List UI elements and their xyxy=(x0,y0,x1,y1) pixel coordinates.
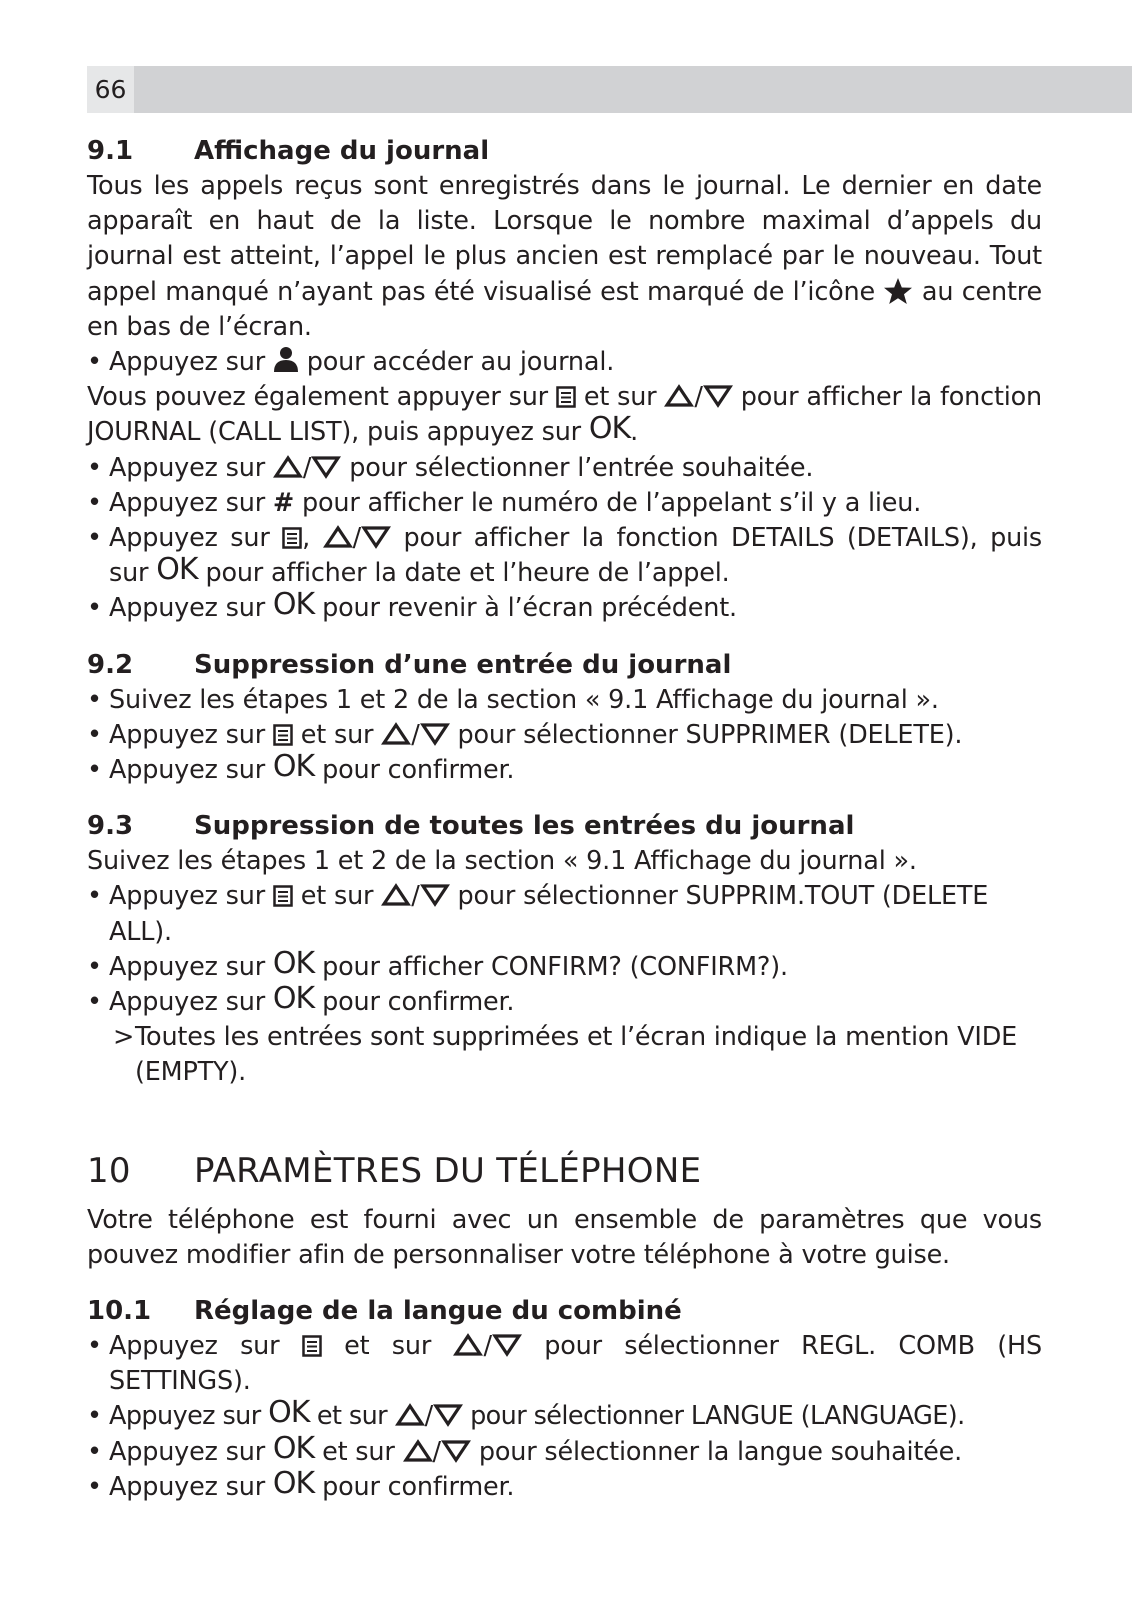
bullet: • xyxy=(87,987,102,1018)
text: Appuyez sur xyxy=(109,951,265,982)
result-item xyxy=(87,1020,1042,1090)
bullet: • xyxy=(87,347,102,378)
text: Appuyez sur xyxy=(109,881,265,912)
ok-key-label: OK xyxy=(156,552,198,588)
ok-key-label: OK xyxy=(272,749,315,785)
down-arrow-icon xyxy=(441,1439,471,1463)
list-item xyxy=(87,1395,1042,1434)
up-arrow-icon xyxy=(273,455,303,479)
up-arrow-icon xyxy=(323,525,353,549)
up-arrow-icon xyxy=(664,384,694,408)
text: pour afficher la fonction JOURNAL (CALL LIST), puis appuyez sur xyxy=(87,382,1042,448)
ok-key-label: OK xyxy=(272,981,315,1017)
text: Appuyez sur xyxy=(109,1436,265,1467)
text: pour afficher CONFIRM? (CONFIRM?). xyxy=(322,951,788,982)
menu-key-icon xyxy=(273,724,293,746)
list-item xyxy=(87,1465,1042,1505)
bullet: • xyxy=(87,1471,102,1502)
list-item xyxy=(87,486,1042,521)
bullet: • xyxy=(87,755,102,786)
slash: / xyxy=(302,452,312,483)
text: pour sélectionner SUPPRIMER (DELETE). xyxy=(457,719,963,750)
text: pour sélectionner la langue souhaitée. xyxy=(478,1436,963,1467)
text: . xyxy=(630,417,639,448)
section-number: 9.2 xyxy=(87,649,134,680)
bullet: • xyxy=(87,881,102,912)
ok-key-label: OK xyxy=(272,587,315,623)
list-item xyxy=(87,587,1042,626)
text: pour afficher le numéro de l’appelant s’il y a lieu. xyxy=(301,487,922,518)
chapter-number: 10 xyxy=(87,1150,131,1191)
bullet: • xyxy=(87,684,102,715)
up-arrow-icon xyxy=(453,1333,483,1357)
ok-key-label: OK xyxy=(272,1430,315,1466)
text: Appuyez sur xyxy=(109,1401,261,1432)
bullet: • xyxy=(87,593,102,624)
text: Toutes les entrées sont supprimées et l’écran indique la mention VIDE (EMPTY). xyxy=(135,1022,1018,1088)
section-heading-9-2 xyxy=(87,647,1042,683)
text: pour sélectionner l’entrée souhaitée. xyxy=(349,452,814,483)
hash-key-label: # xyxy=(272,487,295,518)
section-heading-9-3 xyxy=(87,808,1042,844)
slash: / xyxy=(411,719,420,750)
text: pour afficher la date et l’heure de l’appel. xyxy=(205,558,730,589)
slash: / xyxy=(352,523,361,554)
text: Vous pouvez également appuyer sur xyxy=(87,382,548,413)
text: Appuyez sur xyxy=(109,755,265,786)
page-content xyxy=(87,133,1042,1505)
text: pour accéder au journal. xyxy=(306,347,615,378)
text: Appuyez sur xyxy=(109,1331,280,1362)
menu-key-icon xyxy=(282,527,302,549)
down-arrow-icon xyxy=(311,455,341,479)
text: Appuyez sur xyxy=(109,1471,265,1502)
bullet: • xyxy=(87,487,102,518)
list-item xyxy=(87,718,1042,753)
bullet: • xyxy=(87,719,102,750)
text: et sur xyxy=(583,382,657,413)
up-arrow-icon xyxy=(403,1439,433,1463)
down-arrow-icon xyxy=(703,384,733,408)
text: pour sélectionner REGL. COMB (HS SETTINGS). xyxy=(109,1331,1043,1397)
text: Appuyez sur xyxy=(109,593,265,624)
list-item xyxy=(87,879,1042,949)
down-arrow-icon xyxy=(420,722,450,746)
section-heading-9-1 xyxy=(87,133,1042,169)
list-item xyxy=(87,1430,1042,1470)
list-item xyxy=(87,683,1042,718)
text: au centre en bas de l’écran. xyxy=(87,276,1043,342)
text: et sur xyxy=(300,719,374,750)
section-title: Suppression de toutes les entrées du journal xyxy=(194,811,855,842)
result-marker: > xyxy=(113,1022,135,1053)
ok-key-label: OK xyxy=(588,411,631,447)
slash: / xyxy=(411,881,420,912)
text: , xyxy=(302,523,311,554)
bullet: • xyxy=(87,1436,102,1467)
text: Tous les appels reçus sont enregistrés dans le journal. Le dernier en date apparaît en haut de la liste. Lorsque le nombre maximal d’appels du journal est atteint, l’appel le plus ancien est remplacé par le nouveau. Tout appel manqué n’ayant pas été visualisé est marqué de l’icône xyxy=(87,171,1042,307)
text: Appuyez sur xyxy=(109,719,265,750)
list-item xyxy=(87,981,1042,1020)
ok-key-label: OK xyxy=(272,945,315,981)
list-item xyxy=(87,345,1042,380)
person-icon xyxy=(273,346,299,372)
slash: / xyxy=(694,382,703,413)
bullet: • xyxy=(87,452,102,483)
list-item xyxy=(87,1329,1042,1399)
text: pour sélectionner SUPPRIM.TOUT (DELETE ALL). xyxy=(109,881,989,947)
text: et sur xyxy=(316,1401,388,1432)
text: pour confirmer. xyxy=(322,987,515,1018)
section-title: Suppression d’une entrée du journal xyxy=(194,649,732,680)
slash: / xyxy=(424,1401,433,1432)
list-item xyxy=(87,749,1042,788)
bullet: • xyxy=(87,951,102,982)
down-arrow-icon xyxy=(361,525,391,549)
text: pour revenir à l’écran précédent. xyxy=(322,593,737,624)
slash: / xyxy=(432,1436,441,1467)
section-title: Réglage de la langue du combiné xyxy=(194,1296,682,1327)
text: Appuyez sur xyxy=(109,523,270,554)
section-number: 10.1 xyxy=(87,1296,152,1327)
paragraph: Suivez les étapes 1 et 2 de la section « 9.1 Affichage du journal ». xyxy=(87,846,917,877)
menu-key-icon xyxy=(273,885,293,907)
bullet: • xyxy=(87,1401,102,1432)
chapter-heading-10 xyxy=(87,1149,1042,1193)
text: et sur xyxy=(322,1436,395,1467)
list-item xyxy=(87,451,1042,486)
star-icon xyxy=(883,277,913,305)
text: et sur xyxy=(344,1331,432,1362)
text: Suivez les étapes 1 et 2 de la section « 9.1 Affichage du journal ». xyxy=(109,684,939,715)
paragraph xyxy=(87,380,1042,450)
menu-key-icon xyxy=(302,1335,322,1357)
text: pour sélectionner LANGUE (LANGUAGE). xyxy=(470,1401,965,1432)
bullet: • xyxy=(87,1331,102,1362)
down-arrow-icon xyxy=(433,1403,463,1427)
text: pour afficher la fonction DETAILS (DETAILS), puis sur xyxy=(109,523,1042,589)
ok-key-label: OK xyxy=(272,1465,315,1501)
text: et sur xyxy=(300,881,374,912)
paragraph: Votre téléphone est fourni avec un ensemble de paramètres que vous pouvez modifier afin de personnaliser votre téléphone à votre guise. xyxy=(87,1204,1042,1270)
ok-key-label: OK xyxy=(268,1395,310,1431)
down-arrow-icon xyxy=(420,883,450,907)
section-heading-10-1 xyxy=(87,1293,1042,1329)
up-arrow-icon xyxy=(395,1403,425,1427)
section-number: 9.1 xyxy=(87,136,134,166)
text: Appuyez sur xyxy=(109,487,265,518)
header-bar xyxy=(87,66,1132,113)
up-arrow-icon xyxy=(381,722,411,746)
text: Appuyez sur xyxy=(109,347,265,378)
text: pour confirmer. xyxy=(322,1471,515,1502)
section-title: Affichage du journal xyxy=(194,136,490,166)
text: pour confirmer. xyxy=(322,755,515,786)
down-arrow-icon xyxy=(492,1333,522,1357)
text: Appuyez sur xyxy=(109,452,265,483)
list-item xyxy=(87,945,1042,985)
paragraph-intro xyxy=(87,169,1042,345)
bullet: • xyxy=(87,523,102,554)
section-number: 9.3 xyxy=(87,811,134,842)
chapter-title: PARAMÈTRES DU TÉLÉPHONE xyxy=(194,1150,702,1191)
up-arrow-icon xyxy=(381,883,411,907)
menu-key-icon xyxy=(556,386,576,408)
slash: / xyxy=(483,1331,492,1362)
list-item xyxy=(87,521,1042,591)
page-number: 66 xyxy=(87,66,134,113)
text: Appuyez sur xyxy=(109,987,265,1018)
